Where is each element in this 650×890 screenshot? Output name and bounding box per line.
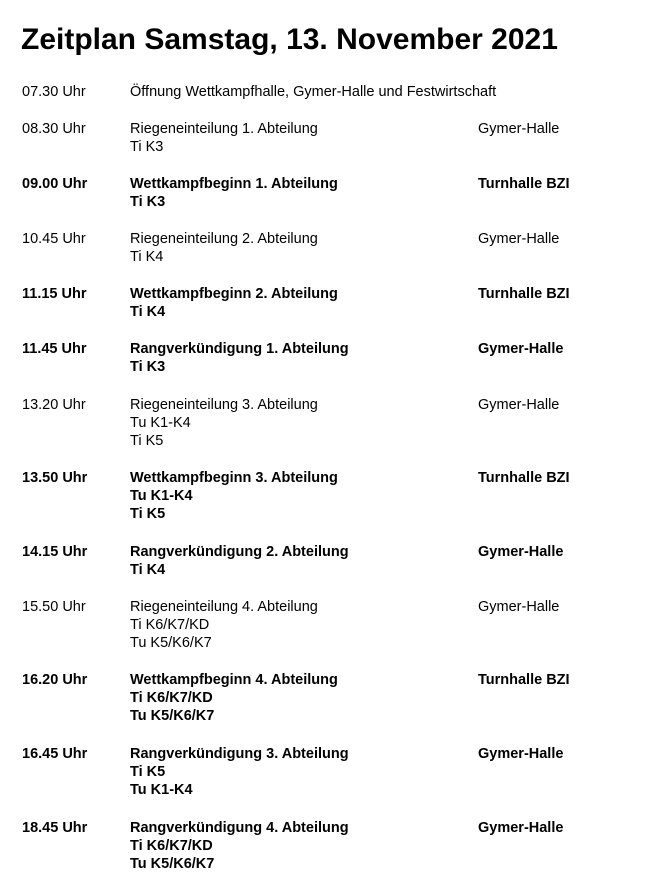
entry-venue: Turnhalle BZI xyxy=(478,286,570,302)
entry-category: Ti K3 xyxy=(130,194,166,210)
entry-venue: Gymer-Halle xyxy=(478,599,560,615)
entry-title: Riegeneinteilung 3. Abteilung xyxy=(130,397,318,413)
entry-venue: Gymer-Halle xyxy=(478,121,560,137)
entry-venue: Turnhalle BZI xyxy=(478,470,570,486)
entry-venue: Turnhalle BZI xyxy=(478,672,570,688)
entry-time: 08.30 Uhr xyxy=(22,121,86,137)
entry-category: Ti K6/K7/KD xyxy=(130,838,213,854)
entry-venue: Gymer-Halle xyxy=(478,746,564,762)
entry-time: 13.20 Uhr xyxy=(22,397,86,413)
entry-venue: Gymer-Halle xyxy=(478,820,564,836)
entry-time: 16.20 Uhr xyxy=(22,672,88,688)
entry-description xyxy=(130,396,475,450)
entry-time: 11.45 Uhr xyxy=(22,341,87,357)
entry-time: 14.15 Uhr xyxy=(22,544,88,560)
entry-description xyxy=(130,745,475,799)
entry-time: 09.00 Uhr xyxy=(22,176,88,192)
entry-description xyxy=(130,175,475,211)
entry-category: Tu K5/K6/K7 xyxy=(130,708,215,724)
entry-title: Riegeneinteilung 2. Abteilung xyxy=(130,231,318,247)
entry-description xyxy=(130,285,475,321)
entry-category: Tu K1-K4 xyxy=(130,415,191,431)
entry-time: 16.45 Uhr xyxy=(22,746,88,762)
entry-title: Riegeneinteilung 4. Abteilung xyxy=(130,599,318,615)
entry-category: Ti K5 xyxy=(130,764,166,780)
entry-title: Rangverkündigung 2. Abteilung xyxy=(130,544,349,560)
entry-title: Rangverkündigung 3. Abteilung xyxy=(130,746,349,762)
entry-title: Wettkampfbeginn 2. Abteilung xyxy=(130,286,338,302)
entry-description xyxy=(130,543,475,579)
entry-description xyxy=(130,819,475,873)
entry-category: Ti K4 xyxy=(130,562,166,578)
entry-description xyxy=(130,340,475,376)
entry-category: Tu K1-K4 xyxy=(130,782,193,798)
entry-venue: Gymer-Halle xyxy=(478,341,564,357)
entry-time: 13.50 Uhr xyxy=(22,470,88,486)
page-title: Zeitplan Samstag, 13. November 2021 xyxy=(21,23,558,56)
entry-category: Ti K5 xyxy=(130,433,164,449)
entry-venue: Turnhalle BZI xyxy=(478,176,570,192)
entry-title: Rangverkündigung 1. Abteilung xyxy=(130,341,349,357)
entry-description xyxy=(130,230,475,266)
entry-time: 10.45 Uhr xyxy=(22,231,86,247)
entry-description xyxy=(130,120,475,156)
entry-category: Ti K3 xyxy=(130,359,166,375)
entry-title: Wettkampfbeginn 4. Abteilung xyxy=(130,672,338,688)
entry-category: Ti K6/K7/KD xyxy=(130,690,213,706)
entry-title: Öffnung Wettkampfhalle, Gymer-Halle und Festwirtschaft xyxy=(130,84,497,100)
entry-time: 07.30 Uhr xyxy=(22,84,86,100)
entry-title: Wettkampfbeginn 1. Abteilung xyxy=(130,176,338,192)
entry-time: 15.50 Uhr xyxy=(22,599,86,615)
entry-category: Ti K5 xyxy=(130,506,166,522)
entry-description xyxy=(130,83,497,101)
entry-venue: Gymer-Halle xyxy=(478,397,560,413)
entry-category: Ti K4 xyxy=(130,249,164,265)
entry-category: Ti K4 xyxy=(130,304,166,320)
entry-time: 18.45 Uhr xyxy=(22,820,88,836)
entry-time: 11.15 Uhr xyxy=(22,286,87,302)
entry-title: Wettkampfbeginn 3. Abteilung xyxy=(130,470,338,486)
entry-category: Ti K6/K7/KD xyxy=(130,617,210,633)
entry-category: Ti K3 xyxy=(130,139,164,155)
entry-venue: Gymer-Halle xyxy=(478,544,564,560)
entry-title: Riegeneinteilung 1. Abteilung xyxy=(130,121,318,137)
entry-category: Tu K1-K4 xyxy=(130,488,193,504)
entry-description xyxy=(130,598,475,652)
entry-title: Rangverkündigung 4. Abteilung xyxy=(130,820,349,836)
entry-description xyxy=(130,469,475,523)
entry-category: Tu K5/K6/K7 xyxy=(130,635,212,651)
entry-description xyxy=(130,671,475,725)
entry-category: Tu K5/K6/K7 xyxy=(130,856,215,872)
entry-venue: Gymer-Halle xyxy=(478,231,560,247)
